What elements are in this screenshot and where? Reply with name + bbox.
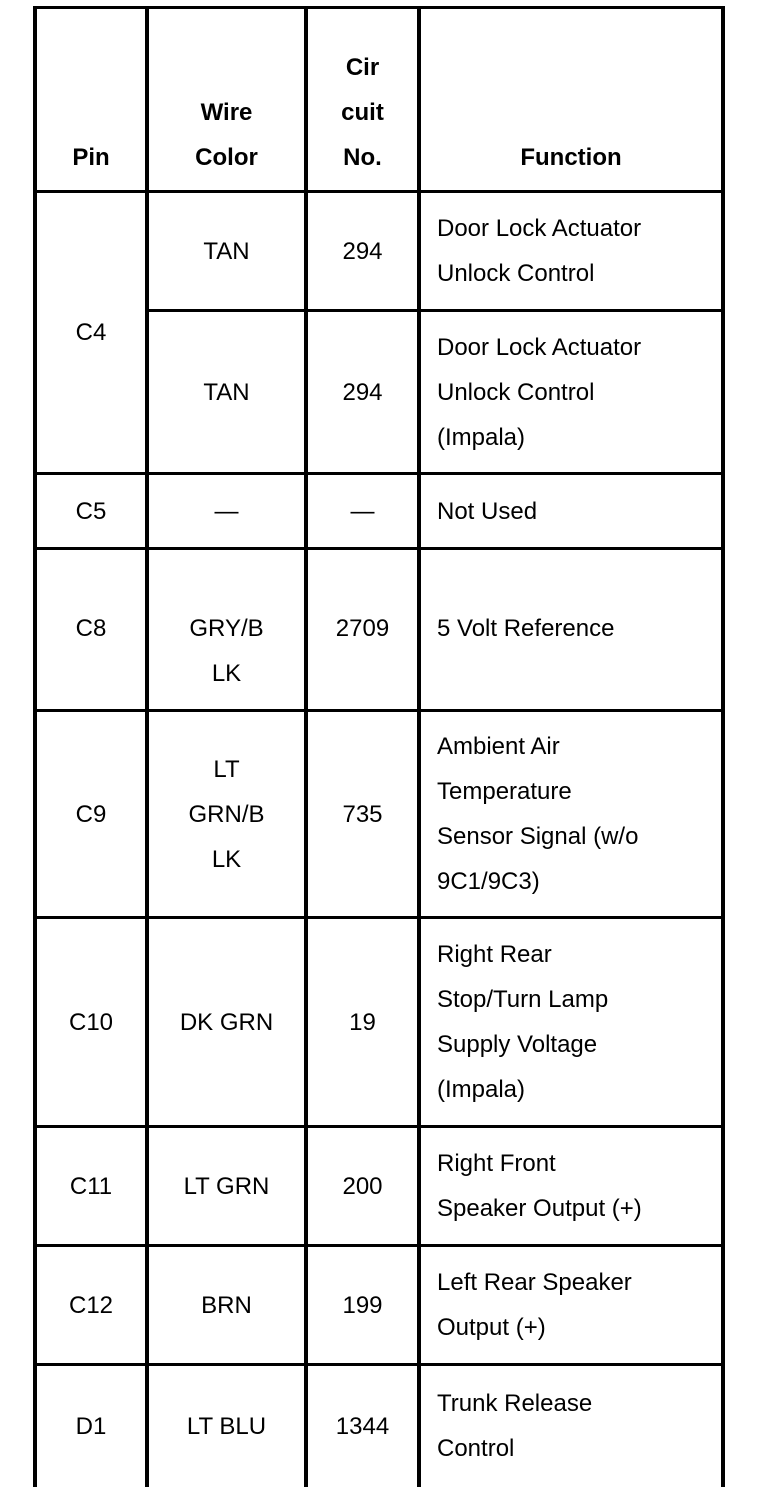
function-cell: Trunk Release Control (419, 1365, 723, 1487)
wire-color-cell: LT BLU (147, 1365, 306, 1487)
function-cell: 5 Volt Reference (419, 549, 723, 711)
pin-cell: C8 (35, 549, 147, 711)
wire-color-cell: TAN (147, 311, 306, 474)
circuit-no-cell: 200 (306, 1127, 419, 1246)
table-header (35, 8, 723, 192)
pin-cell: C10 (35, 918, 147, 1127)
table-row (35, 711, 723, 918)
table-row (35, 1365, 723, 1487)
wire-color-cell: LT GRN (147, 1127, 306, 1246)
circuit-no-cell: 735 (306, 711, 419, 918)
wire-color-cell: DK GRN (147, 918, 306, 1127)
table-row (35, 918, 723, 1127)
table-row (35, 1127, 723, 1246)
circuit-no-cell: 19 (306, 918, 419, 1127)
pin-table (33, 6, 725, 1487)
function-cell: Right Front Speaker Output (+) (419, 1127, 723, 1246)
circuit-no-cell: — (306, 474, 419, 549)
wire-color-cell: BRN (147, 1246, 306, 1365)
pin-cell: C4 (35, 192, 147, 474)
pin-cell: C9 (35, 711, 147, 918)
pin-cell: C12 (35, 1246, 147, 1365)
pin-cell: C5 (35, 474, 147, 549)
pin-cell: C11 (35, 1127, 147, 1246)
function-cell: Door Lock Actuator Unlock Control (Impala) (419, 311, 723, 474)
header-circuit-no: Cir cuit No. (306, 8, 419, 192)
pin-cell: D1 (35, 1365, 147, 1487)
table-row (35, 474, 723, 549)
circuit-no-cell: 2709 (306, 549, 419, 711)
table-row (35, 549, 723, 711)
function-cell: Door Lock Actuator Unlock Control (419, 192, 723, 311)
circuit-no-cell: 199 (306, 1246, 419, 1365)
wire-color-cell: GRY/B LK (147, 549, 306, 711)
wire-color-cell: — (147, 474, 306, 549)
table-row (35, 192, 723, 311)
header-function: Function (419, 8, 723, 192)
function-cell: Not Used (419, 474, 723, 549)
wire-color-cell: TAN (147, 192, 306, 311)
header-wire-color: Wire Color (147, 8, 306, 192)
wire-color-cell: LT GRN/B LK (147, 711, 306, 918)
circuit-no-cell: 294 (306, 311, 419, 474)
table-row (35, 1246, 723, 1365)
function-cell: Left Rear Speaker Output (+) (419, 1246, 723, 1365)
circuit-no-cell: 294 (306, 192, 419, 311)
header-pin: Pin (35, 8, 147, 192)
circuit-no-cell: 1344 (306, 1365, 419, 1487)
function-cell: Ambient Air Temperature Sensor Signal (w/o 9C1/9C3) (419, 711, 723, 918)
function-cell: Right Rear Stop/Turn Lamp Supply Voltage (Impala) (419, 918, 723, 1127)
